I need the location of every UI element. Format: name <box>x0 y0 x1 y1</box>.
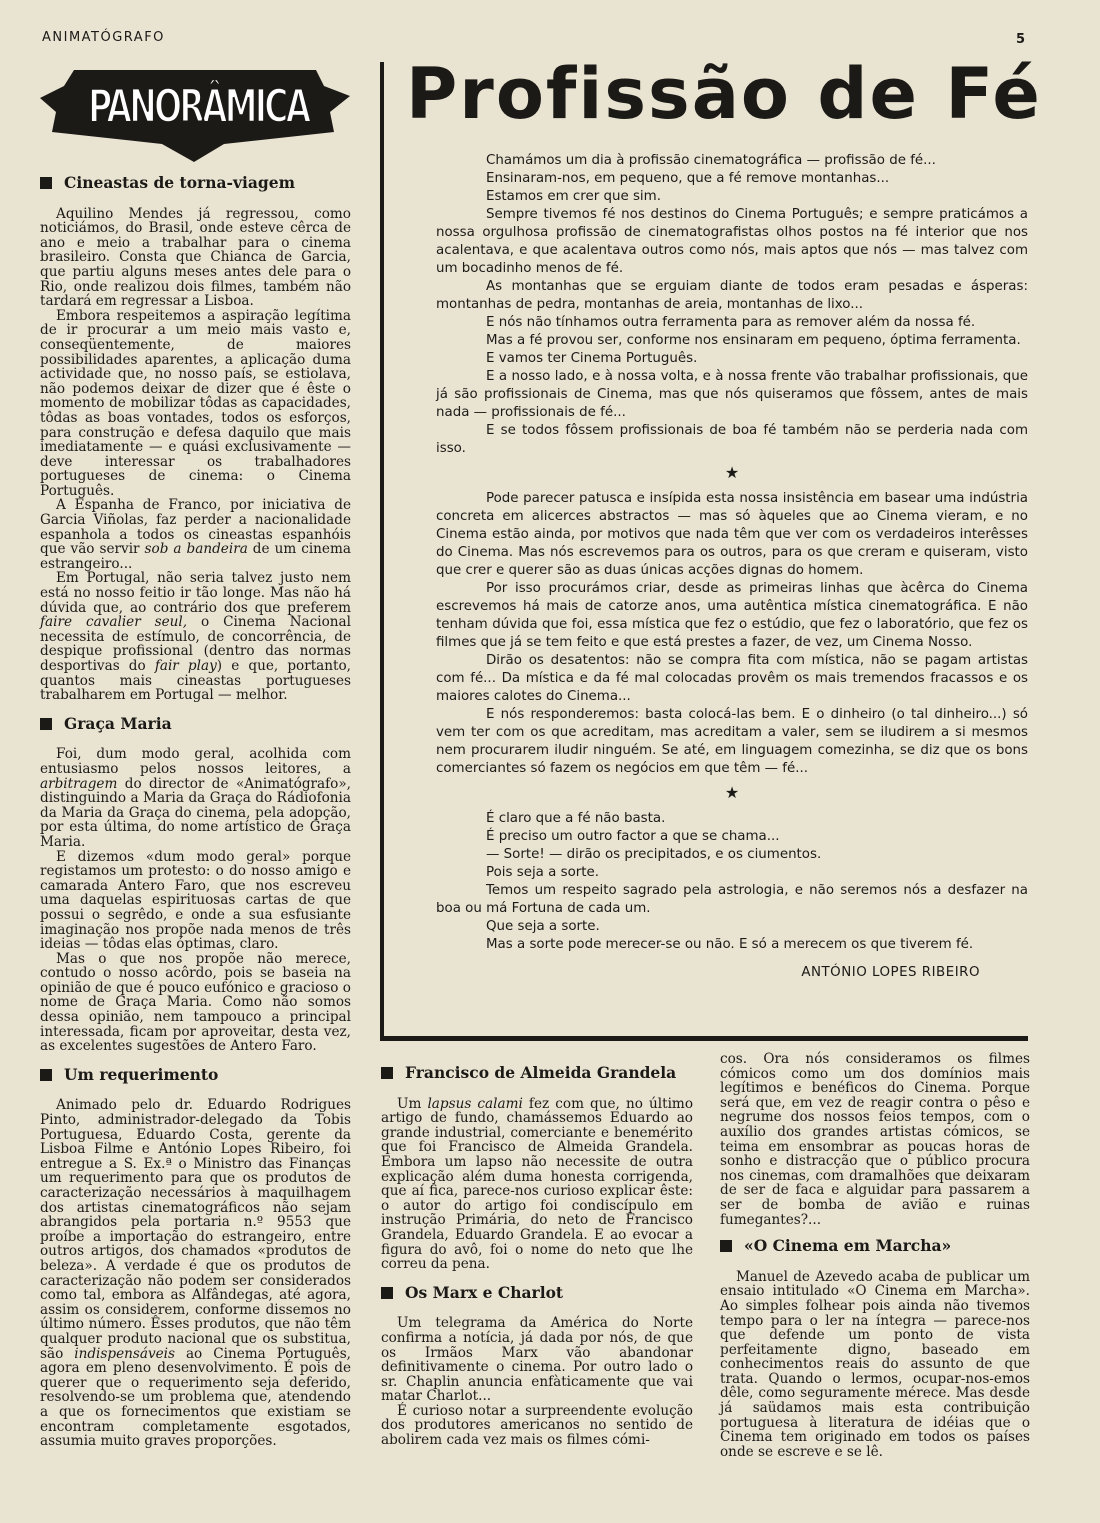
article-paragraph: Dirão os desatentos: não se compra fita com mística, não se pagam artistas com fé... Da mística e da fé mal colocadas provêm os mais tremendos fracassos e os maiores calotes do Cinema... <box>436 653 1028 704</box>
article-paragraph: Temos um respeito sagrado pela astrologia, e não seremos nós a desfazer na boa ou má Fortuna de cada um. <box>436 883 1028 916</box>
section-heading-text: Francisco de Almeida Grandela <box>405 1063 677 1082</box>
bullet-square-icon <box>40 1069 52 1081</box>
article-signature: ANTÓNIO LOPES RIBEIRO <box>801 965 980 980</box>
section-heading-text: Um requerimento <box>64 1064 219 1084</box>
section-heading-text: Os Marx e Charlot <box>405 1282 564 1302</box>
left-paragraph: E dizemos «dum modo geral» porque registamos um protesto: o do nosso amigo e camarada Antero Faro, que nos escreveu uma daquelas espirituosas cartas de que possui o segrêdo, e onde a sua esfusiante imaginação nos propõe nada menos de três ideias — tôdas elas óptimas, claro. <box>40 848 351 953</box>
mid-paragraph: Um lapsus calami fez com que, no último artigo de fundo, chamássemos Eduardo ao grande industrial, comerciante e benemérito que foi Francisco de Almeida Grandela. Embora um lapso não necessite de outra explicação além duma honesta corrigenda, que aí fica, parece-nos curioso explicar êste: o autor do artigo foi condiscípulo em instrução Primária, do neto de Francisco Grandela, Eduardo Grandela. E ao evocar a figura do avô, foi o nome do neto que lhe correu da pena. <box>381 1095 694 1273</box>
article-paragraph: Chamámos um dia à profissão cinematográfica — profissão de fé... <box>486 153 936 168</box>
vertical-divider <box>380 62 384 1037</box>
bullet-square-icon <box>720 1240 732 1252</box>
bullet-square-icon <box>381 1067 393 1079</box>
bottom-middle-column <box>381 1063 694 1449</box>
left-column <box>40 173 352 1450</box>
panoramica-logo <box>34 68 352 164</box>
star-separator: ★ <box>724 783 740 802</box>
right-paragraph: cos. Ora nós consideramos os filmes cómicos como um dos domínios mais legítimos e benéficos do Cinema. Porque será que, em vez de reagir contra o pêso e negrume dos nossos feios tempos, com o auxílio dos grandes artistas cómicos, se teima em ensombrar as poucas horas de sonho e distracção que o público procura nos cinemas, com dramalhões que deixaram de ser de faca e alguidar para passarem a ser de bomba de avião e ruinas fumegantes?... <box>720 1051 1030 1228</box>
logo-text: PANORÂMICA <box>88 79 309 133</box>
left-paragraph: Embora respeitemos a aspiração legítima de ir procurar a um meio mais vasto e, conseqüentemente, de maiores possibilidades aparentes, a aplicação duma actividade que, no nosso país, se estiolava, não podemos deixar de dizer que é êste o momento de mobilizar tôdas as capacidades, tôdas as boas vontades, todos os esforços, para construção e defesa daquilo que mais imediatamente — e quási exclusivamente — deve interessar os trabalhadores portugueses de cinema: o Cinema Português. <box>40 307 351 499</box>
section-heading <box>40 1064 351 1084</box>
magazine-name: ANIMATÓGRAFO <box>42 30 165 45</box>
article-paragraph: Mas a fé provou ser, conforme nos ensinaram em pequeno, óptima ferramenta. <box>486 333 1021 348</box>
bottom-right-column <box>720 1052 1030 1459</box>
article-paragraph: E vamos ter Cinema Português. <box>486 351 698 366</box>
mid-paragraph: É curioso notar a surpreendente evolução dos produtores americanos no sentido de abolirem cada vez mais os filmes cómi- <box>381 1402 693 1449</box>
section-heading <box>720 1236 1030 1256</box>
article-paragraph: E nós responderemos: basta colocá-las bem. E o dinheiro (o tal dinheiro...) só vem ter com os que acreditam, mas acreditam a valer, sem se iludirem a si mesmos nem procurarem iludir ninguém. Se até, em linguagem comezinha, se diz que os bons comerciantes só fazem os negócios em que têm — fé... <box>436 707 1028 776</box>
left-paragraph: Mas o que nos propõe não merece, contudo o nosso acôrdo, pois se baseia na opinião de que é pouco eufónico e gracioso o nome de Graça Maria. Como não somos dessa opinião, nem tampouco a principal interessada, ficam por aproveitar, desta vez, as excelentes sugestões de Antero Faro. <box>40 950 351 1055</box>
article-title: Profissão de Fé <box>406 53 1042 135</box>
section-heading <box>381 1063 693 1082</box>
page-number: 5 <box>1016 32 1026 47</box>
article-paragraph: As montanhas que se erguiam diante de todos eram pesadas e ásperas: montanhas de pedra, montanhas de areia, montanhas de lixo... <box>436 279 1028 312</box>
article-paragraph: E se todos fôssem profissionais de boa fé também não se perderia nada com isso. <box>436 423 1028 456</box>
article-paragraph: Pode parecer patusca e insípida esta nossa insistência em basear uma indústria concreta em alicerces abstractos — mas só àqueles que ao Cinema vieram, e no Cinema estão ainda, por motivos que nada têm que ver com os verdadeiros interêsses do Cinema. Mas nós escrevemos para os outros, para os que creram e quiseram, visto que crer e querer são as duas únicas acções dignas do homem. <box>436 491 1028 578</box>
left-paragraph: Foi, dum modo geral, acolhida com entusiasmo pelos nossos leitores, a arbitragem do director de «Animatógrafo», distinguindo a Maria da Graça do Rádiofonia da Maria da Graça do cinema, pela adopção, por esta última, do nome artístico de Graça Maria. <box>40 746 351 850</box>
article-paragraph: Por isso procurámos criar, desde as primeiras linhas que àcêrca do Cinema escrevemos há mais de catorze anos, uma autêntica mística cinematográfica. E não tenham dúvida que foi, essa mística que fez o estúdio, que fez o laboratório, que fez os filmes que já se tem feito e que está prestes a fazer, de vez, um Cinema Nosso. <box>436 581 1028 650</box>
right-paragraph: Manuel de Azevedo acaba de publicar um ensaio intitulado «O Cinema em Marcha». Ao simples folhear pois ainda não tivemos tempo para o ler na íntegra — parece-nos que defende um ponto de vista perfeitamente digno, baseado em conhecimentos reais do assunto de que trata. Quando o lermos, ocupar-nos-emos dêle, como seguramente mérece. Mas desde já saüdamos mais esta contribuição portuguesa à literatura de idéias que o Cinema tem originado em todos os países onde se escreve e se lê. <box>720 1268 1030 1460</box>
article-paragraph: E nós não tínhamos outra ferramenta para as remover além da nossa fé. <box>486 315 976 330</box>
main-article <box>436 152 1028 982</box>
star-separator: ★ <box>724 463 740 482</box>
section-heading <box>40 173 351 192</box>
article-paragraph: Que seja a sorte. <box>486 919 600 934</box>
section-heading-text: «O Cinema em Marcha» <box>744 1236 952 1256</box>
article-paragraph: Ensinaram-nos, em pequeno, que a fé remove montanhas... <box>486 171 890 186</box>
section-heading-text: Graça Maria <box>64 713 172 733</box>
section-heading <box>40 713 351 733</box>
left-paragraph: Aquilino Mendes já regressou, como noticiámos, do Brasil, onde esteve cêrca de ano e meio a trabalhar para o cinema brasileiro. Consta que Chianca de Garcia, que partiu alguns meses antes dele para o Rio, onde realizou dois filmes, também não tardará em regressar a Lisboa. <box>40 205 351 310</box>
article-paragraph: E a nosso lado, e à nossa volta, e à nossa frente vão trabalhar profissionais, que já são profissionais de Cinema, mas que nós quiseramos que fôssem, antes de mais nada — profissionais de fé... <box>436 369 1028 420</box>
section-heading <box>381 1282 693 1302</box>
article-paragraph: É preciso um outro factor a que se chama... <box>486 829 780 844</box>
left-paragraph: A Espanha de Franco, por iniciativa de Garcia Viñolas, faz perder a nacionalidade espanhola a todos os cineastas espanhóis que vão servir sob a bandeira de um cinema estrangeiro... <box>40 497 351 572</box>
bullet-square-icon <box>381 1287 393 1299</box>
section-heading-text: Cineastas de torna-viagem <box>64 173 295 192</box>
left-paragraph: Em Portugal, não seria talvez justo nem está no nosso feitio ir tão longe. Mas não há dúvida que, ao contrário dos que preferem faire cavalier seul, o Cinema Nacional necessita de estímulo, de concorrência, de despique profissional (dentro das normas desportivas do fair play) e que, portanto, quantos mais cineastas portugueses trabalharem em Portugal — melhor. <box>40 570 352 704</box>
horizontal-divider <box>380 1036 1028 1041</box>
left-paragraph: Animado pelo dr. Eduardo Rodrigues Pinto, administrador-delegado da Tobis Portuguesa, Eduardo Costa, gerente da Lisboa Filme e António Lopes Ribeiro, foi entregue a S. Ex.ª o Ministro das Finanças um requerimento para que os produtos de caracterização necessários à maquilhagem dos artistas cinematográficos não sejam abrangidos pela portaria n.º 9553 que proíbe a importação do estrangeiro, entre outros artigos, dos chamados «produtos de beleza». A verdade é que os produtos de caracterização não podem ser considerados como tal, embora as Alfândegas, até agora, assim os considerem, conforme dissemos no último número. Êsses produtos, que não têm qualquer produto nacional que os substitua, são indispensáveis ao Cinema Português, agora em pleno desenvolvimento. É pois de querer que o requerimento seja deferido, resolvendo-se um problema que, atendendo a que os fornecimentos que existiam se encontram completamente esgotados, assumia muito graves proporções. <box>40 1097 351 1450</box>
bullet-square-icon <box>40 718 52 730</box>
mid-paragraph: Um telegrama da América do Norte confirma a notícia, já dada por nós, de que os Irmãos Marx vão abandonar definitivamente o cinema. Por outro lado o sr. Chaplin anuncia enfàticamente que vai matar Charlot... <box>381 1315 693 1405</box>
article-paragraph: Estamos em crer que sim. <box>486 189 661 204</box>
article-paragraph: Pois seja a sorte. <box>486 865 600 880</box>
article-paragraph: Mas a sorte pode merecer-se ou não. E só a merecem os que tiverem fé. <box>486 937 974 952</box>
article-paragraph: É claro que a fé não basta. <box>486 811 666 826</box>
article-paragraph: — Sorte! — dirão os precipitados, e os ciumentos. <box>486 847 822 862</box>
article-paragraph: Sempre tivemos fé nos destinos do Cinema Português; e sempre praticámos a nossa orgulhosa profissão de cinematografistas olhos postos na fé interior que nos acalentava, e que acalentava outros como nós, mais aptos que nós — mas talvez com um bocadinho menos de fé. <box>436 207 1028 276</box>
bullet-square-icon <box>40 177 52 189</box>
